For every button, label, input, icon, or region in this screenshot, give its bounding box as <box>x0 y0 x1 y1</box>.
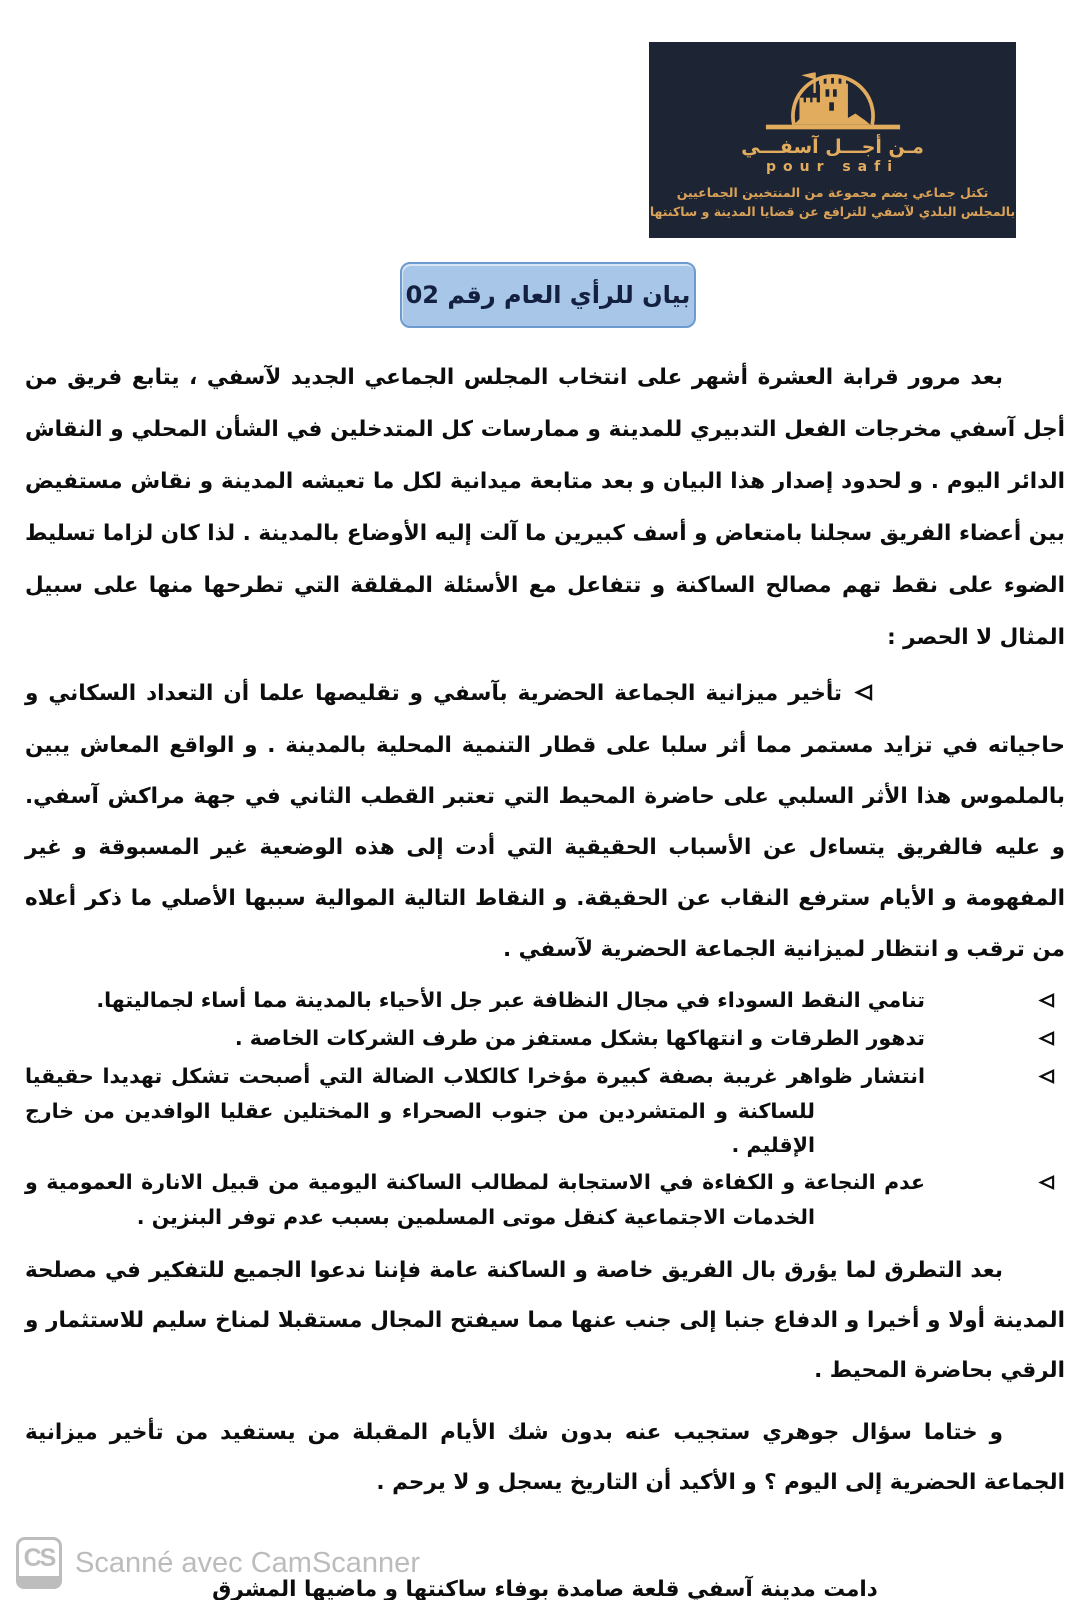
cs-icon-label: CS <box>23 1544 55 1572</box>
statement-body <box>25 352 1065 1600</box>
logo-org-name-arabic: مـن أجـــل آسفـــي <box>741 136 924 158</box>
paragraph-appeal: بعد التطرق لما يؤرق بال الفريق خاصة و الساكنة عامة فإننا ندعوا الجميع للتفكير في مصلحة المدينة أولا و أخيرا و الدفاع جنبا إلى جنب عنها مما سيفتح المجال مستقبلا لمناخ سليم للاستثمار و الرقي بحاضرة المحيط . <box>25 1258 1065 1383</box>
list-item <box>25 1021 935 1056</box>
list-item-text: تدهور الطرقات و انتهاكها بشكل مستفز من طرف الشركات الخاصة . <box>234 1026 925 1050</box>
list-item-text: تنامي النقط السوداء في مجال النظافة عبر جل الأحياء بالمدينة مما أساء لجماليتها. <box>96 988 925 1012</box>
paragraph-conclusion: و ختاما سؤال جوهري ستجيب عنه بدون شك الأيام المقبلة من يستفيد من تأخير ميزانية الجماعة الحضرية إلى اليوم ؟ و الأكيد أن التاريخ يسجل و لا يرحم . <box>25 1420 1065 1495</box>
list-item <box>25 1165 935 1234</box>
list-item-text: انتشار ظواهر غريبة بصفة كبيرة مؤخرا كالكلاب الضالة التي أصبحت تشكل تهديدا حقيقيا للساكنة و المتشردين من جنوب الصحراء و المختلين عقليا الوافدين من خارج الإقليم . <box>25 1064 925 1157</box>
lead-bullet-text: تأخير ميزانية الجماعة الحضرية بآسفي و تقليصها علما أن التعداد السكاني و حاجياته في تزايد مستمر مما أثر سلبا على قطار التنمية المحلية بالمدينة . و الواقع المعاش يبين بالملموس هذا الأثر السلبي على حاضرة المحيط التي تعتبر القطب الثاني في جهة مراكش آسفي. و عليه فالفريق يتساءل عن الأسباب الحقيقية التي أدت إلى هذه الوضعية غير المسبوقة و غير المفهومة و الأيام سترفع النقاب عن الحقيقة. و النقاط التالية الموالية سببها الأصلي ما ذكر أعلاه من ترقب و انتظار لميزانية الجماعة الحضرية لآسفي . <box>25 681 1065 962</box>
statement-title-box <box>400 262 696 328</box>
cs-icon-bar <box>16 1576 62 1589</box>
logo-tagline-line1: تكتل جماعي يضم مجموعة من المنتخبين الجماعيين <box>676 185 989 200</box>
organization-logo-card <box>649 42 1016 238</box>
logo-org-name-french: pour safi <box>765 159 900 175</box>
lead-bullet-paragraph <box>25 668 1065 975</box>
castle-arch-icon <box>758 52 908 134</box>
logo-tagline-line2: بالمجلس البلدي لآسفي للترافع عن قضايا المدينة و ساكنتها <box>649 203 1016 219</box>
list-item-text: عدم النجاعة و الكفاءة في الاستجابة لمطالب الساكنة اليومية من قبيل الانارة العمومية و الخدمات الاجتماعية كنقل موتى المسلمين بسبب عدم توفر البنزين . <box>25 1170 925 1229</box>
issues-list <box>25 983 935 1234</box>
list-item <box>25 983 935 1018</box>
arrow-bullet-icon <box>854 669 969 720</box>
statement-title: بيان للرأي العام رقم 02 <box>405 281 691 309</box>
camscanner-watermark <box>16 1537 420 1589</box>
scanned-with-text: Scanné avec CamScanner <box>75 1546 420 1579</box>
list-item <box>25 1059 935 1162</box>
camscanner-cs-icon <box>16 1537 62 1589</box>
paragraph-intro: بعد مرور قرابة العشرة أشهر على انتخاب المجلس الجماعي الجديد لآسفي ، يتابع فريق من أجل آسفي مخرجات الفعل التدبيري للمدينة و ممارسات كل المتدخلين في الشأن المحلي و النقاش الدائر اليوم . و لحدود إصدار هذا البيان و بعد متابعة ميدانية لكل ما تعيشه المدينة و نقاش مستفيض بين أعضاء الفريق سجلنا بامتعاض و أسف كبيرين ما آلت إليه الأوضاع بالمدينة . لذا كان لزاما تسليط الضوء على نقط تهم مصالح الساكنة و تتفاعل مع الأسئلة المقلقة التي تطرحها منها على سبيل المثال لا الحصر : <box>25 365 1065 650</box>
closing-line: دامت مدينة آسفي قلعة صامدة بوفاء ساكنتها و ماضيها المشرق <box>212 1577 878 1600</box>
